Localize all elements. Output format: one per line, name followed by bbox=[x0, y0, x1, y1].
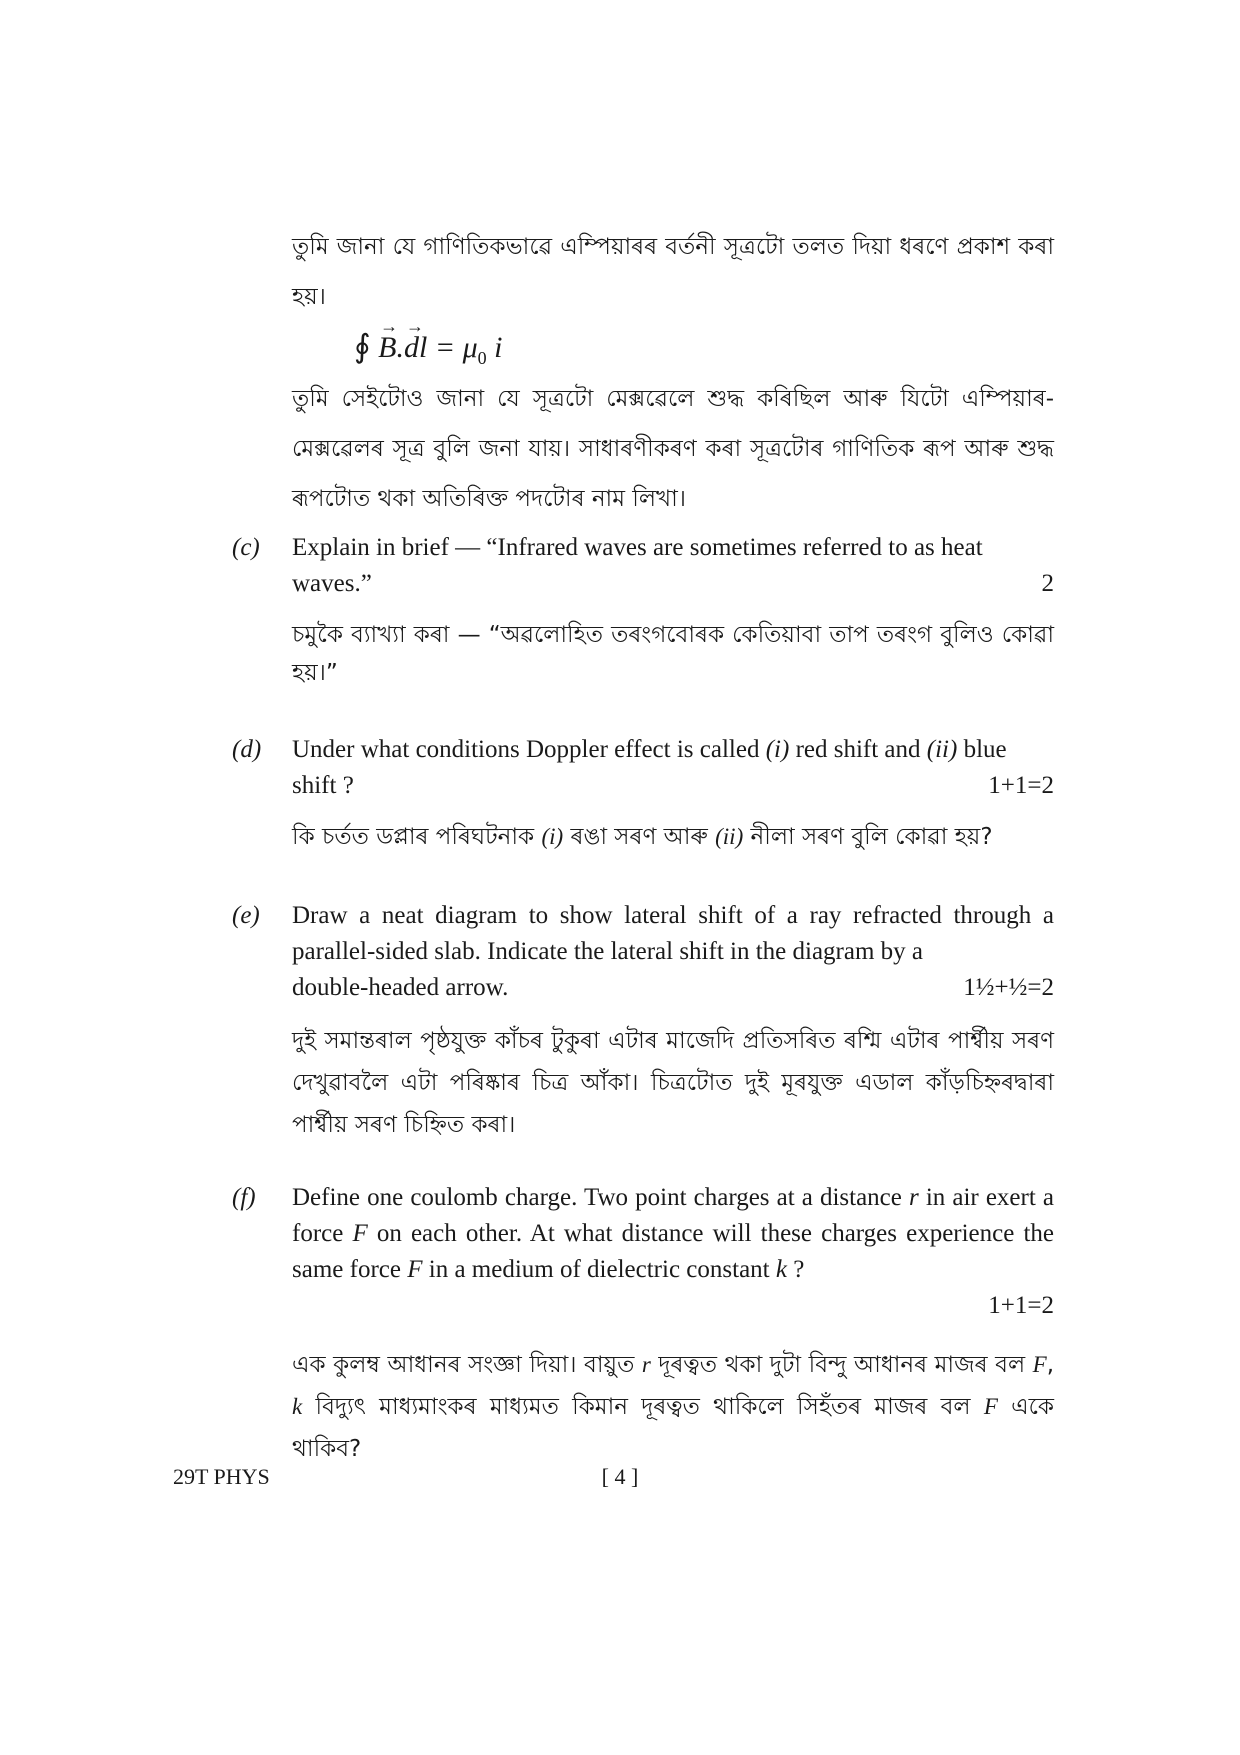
question-f bbox=[232, 1180, 1054, 1493]
marks: 1½+½=2 bbox=[963, 974, 1054, 1001]
question-text-bn: দুই সমান্তৰাল পৃষ্ঠযুক্ত কাঁচৰ টুকুৰা এটাৰ মাজেদি প্ৰতিসৰিত ৰশ্মি এটাৰ পাৰ্শ্বীয় সৰণ দেখুৱাবলৈ এটা পৰিষ্কাৰ চিত্ৰ আঁকা। চিত্ৰটোত দুই মূৰযুক্ত এডাল কাঁড়চিহ্নৰদ্বাৰা পাৰ্শ্বীয় সৰণ চিহ্নিত কৰা। bbox=[292, 1028, 1054, 1138]
var-f: F bbox=[1032, 1352, 1047, 1377]
question-text: Draw a neat diagram to show lateral shift of a ray refracted through a parallel-sided slab. Indicate the lateral shift in the diagram by a bbox=[292, 902, 1054, 965]
question-e bbox=[232, 898, 1054, 1169]
question-text-tail: double-headed arrow. bbox=[292, 974, 509, 1001]
text-part: দূৰত্বত থকা দুটা বিন্দু আধানৰ মাজৰ বল bbox=[650, 1352, 1033, 1378]
text-part: নীলা সৰণ বুলি কোৱা হয়? bbox=[743, 824, 993, 850]
question-c bbox=[232, 530, 1054, 715]
question-text-en bbox=[292, 732, 1054, 804]
text-part: blue bbox=[957, 736, 1007, 763]
text-part: in air exert a force bbox=[292, 1184, 1054, 1247]
question-last-line bbox=[292, 970, 1054, 1006]
question-label: (c) bbox=[232, 534, 260, 561]
text-part: red shift and bbox=[789, 736, 927, 763]
var-f: F bbox=[352, 1220, 368, 1247]
text-part: , bbox=[1046, 1352, 1055, 1378]
text-part: on each other. At what distance will these charges experience the same force bbox=[292, 1220, 1054, 1283]
contour-integral-symbol: ∮ bbox=[354, 328, 371, 364]
question-text-en bbox=[292, 530, 1054, 602]
text-part: এক কুলম্ব আধানৰ সংজ্ঞা দিয়া। বায়ুত bbox=[292, 1352, 642, 1378]
intro-paragraph: তুমি সেইটোও জানা যে সূত্ৰটো মেক্সৱেলে শুদ্ধ কৰিছিল আৰু যিটো এম্পিয়াৰ-মেক্সৱেলৰ সূত্ৰ বুলি জনা যায়। সাধাৰণীকৰণ কৰা সূত্ৰটোৰ গাণিতিক ৰূপ আৰু শুদ্ধ ৰূপটোত থকা অতিৰিক্ত পদটোৰ নাম লিখা। bbox=[292, 386, 1054, 512]
equals-sign: = bbox=[427, 331, 463, 364]
question-text bbox=[292, 736, 1007, 763]
question-text-bn: চমুকৈ ব্যাখ্যা কৰা — “অৱলোহিত তৰংগবোৰক কেতিয়াবা তাপ তৰংগ বুলিও কোৱা হয়।” bbox=[292, 622, 1054, 686]
question-text-bn bbox=[292, 818, 1054, 856]
page-number: [ 4 ] bbox=[601, 1464, 639, 1489]
question-text: Explain in brief — “Infrared waves are sometimes referred to as heat bbox=[292, 534, 983, 561]
question-text-en bbox=[292, 898, 1054, 1006]
var-r: r bbox=[908, 1184, 919, 1211]
var-k: k bbox=[292, 1394, 303, 1419]
marks: 1+1=2 bbox=[988, 1292, 1054, 1319]
text-part: একে থাকিব? bbox=[292, 1394, 1055, 1462]
text-part: Define one coulomb charge. Two point charges at a distance bbox=[292, 1184, 909, 1211]
intro-block bbox=[292, 222, 1054, 524]
text-part: বিদ্যুৎ মাধ্যমাংকৰ মাধ্যমত কিমান দূৰত্বত থাকিলে সিহঁতৰ মাজৰ বল bbox=[302, 1394, 984, 1420]
dot-operator: . bbox=[396, 331, 404, 364]
question-text-en bbox=[292, 1180, 1054, 1288]
text-part: ৰঙা সৰণ আৰু bbox=[563, 824, 716, 850]
text-part: in a medium of dielectric constant bbox=[422, 1256, 776, 1283]
vector-b: → B bbox=[378, 326, 396, 370]
intro-line: তুমি জানা যে গাণিতিকভাৱে এম্পিয়াৰৰ বৰ্তনী সূত্ৰটো তলত দিয়া ধৰণে প্ৰকাশ কৰা হয়। bbox=[292, 234, 1054, 310]
roman-two: (ii) bbox=[715, 824, 744, 849]
ampere-formula bbox=[354, 324, 1054, 368]
text-part: কি চৰ্তত ডপ্লাৰ পৰিঘটনাক bbox=[292, 824, 542, 850]
question-last-line bbox=[292, 566, 1054, 602]
vector-dl: → dl bbox=[404, 326, 427, 370]
question-label: (e) bbox=[232, 902, 260, 929]
mu-subscript: 0 bbox=[477, 348, 487, 368]
var-r: r bbox=[641, 1352, 651, 1377]
var-f: F bbox=[407, 1256, 423, 1283]
question-text-tail: waves.” bbox=[292, 570, 372, 597]
roman-one: (i) bbox=[541, 824, 564, 849]
text-part: ? bbox=[786, 1256, 805, 1283]
question-last-line bbox=[292, 768, 1054, 804]
question-text-bn bbox=[292, 1344, 1054, 1470]
var-k: k bbox=[775, 1256, 787, 1283]
marks: 1+1=2 bbox=[988, 772, 1054, 799]
paper-code: 29T PHYS bbox=[173, 1464, 270, 1489]
question-label: (d) bbox=[232, 736, 262, 763]
marks: 2 bbox=[1041, 570, 1054, 597]
roman-two: (ii) bbox=[926, 736, 958, 763]
question-d bbox=[232, 732, 1054, 879]
text-part: Under what conditions Doppler effect is called bbox=[292, 736, 766, 763]
mu-symbol: μ bbox=[462, 331, 478, 364]
question-label: (f) bbox=[232, 1184, 256, 1211]
question-text-tail: shift ? bbox=[292, 772, 354, 799]
roman-one: (i) bbox=[765, 736, 790, 763]
current-symbol: i bbox=[486, 331, 503, 364]
var-f: F bbox=[983, 1394, 998, 1419]
